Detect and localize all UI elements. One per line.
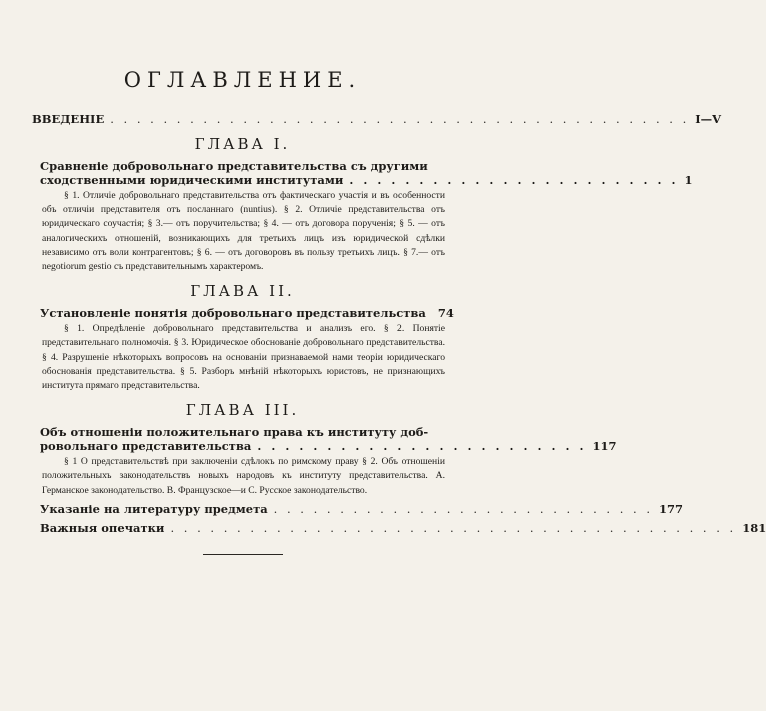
- chapter-sections: § 1. Опредѣленіе добровольнаго представительства и анализъ его. § 2. Понятіе представительнаго полномочія. § 3. Юридическое обоснованіе добровольнаго представительства. § 4. Разрушеніе нѣкоторыхъ вопросовъ на основаніи признаваемой нами теоріи юридическаго обоснованія представительства. § 5. Разборъ мнѣній нѣкоторыхъ юристовъ, не признающихъ института прямаго представительства.: [42, 323, 445, 392]
- leader-dots: . . . . . . . . . . . . . . . . . . . . . . . .: [349, 173, 679, 187]
- toc-entry-literature: [40, 501, 684, 517]
- chapter-page: 1: [684, 173, 693, 187]
- leader-dots: . . . . . . . . . . . . . . . . . . . . . . . . . . . . . . . . . . . . . . . . . . . .: [110, 112, 690, 126]
- end-divider: [203, 554, 283, 555]
- toc-entry-page: I—V: [695, 112, 722, 126]
- chapter-heading: [40, 306, 454, 321]
- chapter-heading-last-line: [40, 306, 454, 321]
- chapter-heading: [40, 425, 617, 454]
- chapter-heading-line: ровольнаго представительства: [40, 439, 252, 454]
- chapter-title: ГЛАВА ІІІ.: [185, 401, 300, 420]
- toc-entry-intro: [32, 112, 722, 127]
- leader-dots: . . . . . . . . . . . . . . . . . . . . . . . . . . . . .: [273, 501, 654, 516]
- chapter-heading-line: Сравненіе добровольнаго представительства съ другими: [40, 159, 428, 173]
- chapter-heading-line: Установленіе понятія добровольнаго представительства: [40, 306, 426, 321]
- toc-entry-page: 177: [659, 501, 684, 516]
- toc-entry-label: Важныя опечатки: [40, 520, 165, 535]
- chapter-heading-line: Объ отношеніи положительнаго права къ институту доб-: [40, 425, 429, 440]
- chapter-heading-line: сходственными юридическими институтами: [40, 173, 344, 187]
- chapter-sections: § 1. Отличіе добровольнаго представительства отъ фактическаго участія и въ особенности объ отличіи представителя отъ посланнаго (nuntius). § 2. Отличіе представительства отъ юридическаго соучастія; § 3.— отъ поручительства; § 4. — отъ договора порученія; § 5. — отъ аналогическихъ отношеній, возникающихъ для третьихъ лицъ изъ юридической сдѣлки независимо отъ воли контрагентовъ; § 6. — отъ договоровъ въ пользу третьихъ лицъ. § 7.— отъ negotiorum gestio съ представительнымъ характеромъ.: [42, 190, 445, 273]
- toc-entry-page: 181: [742, 520, 766, 535]
- chapter-page: 117: [592, 439, 617, 454]
- toc-entry-errata: [40, 520, 766, 536]
- chapter-heading: [40, 159, 693, 187]
- chapter-page: 74: [437, 306, 454, 321]
- leader-dots: . . . . . . . . . . . . . . . . . . . . . . . .: [257, 439, 587, 454]
- toc-entry-label: ВВЕДЕНІЕ: [32, 112, 105, 126]
- chapter-title: ГЛАВА ІІ.: [190, 282, 295, 301]
- page-title: ОГЛАВЛЕНИЕ.: [123, 68, 362, 92]
- chapter-sections: § 1 О представительствѣ при заключеніи сдѣлокъ по римскому праву § 2. Объ отношеніи положительныхъ законодательствъ новыхъ народовъ къ институту представительства. А. Германское законодательство. В. Французское—и С. Русское законодательство.: [42, 456, 445, 496]
- chapter-heading-last-line: [40, 173, 693, 187]
- chapter-heading-last-line: [40, 439, 617, 454]
- toc-entry-label: Указаніе на литературу предмета: [40, 501, 268, 516]
- chapter-title: ГЛАВА І.: [194, 135, 291, 153]
- leader-dots: . . . . . . . . . . . . . . . . . . . . . . . . . . . . . . . . . . . . . . . . . . .: [170, 520, 737, 535]
